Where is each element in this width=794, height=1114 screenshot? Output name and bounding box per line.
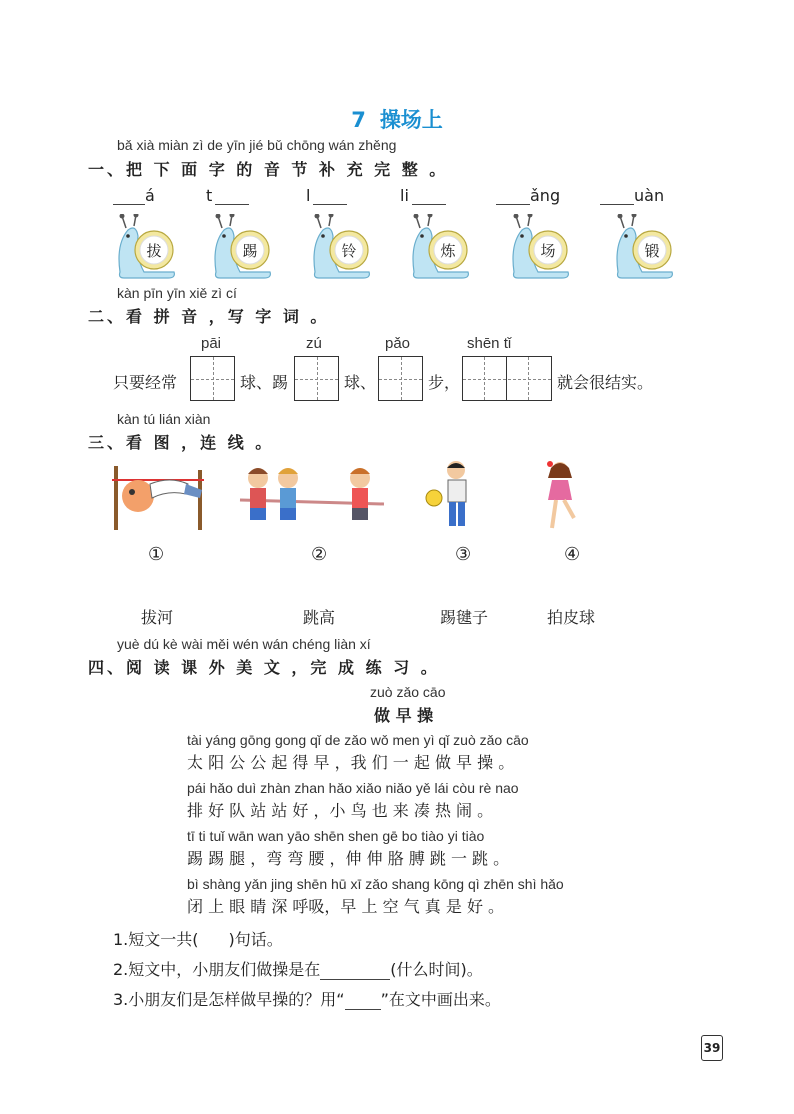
section3-heading: 三、看 图 ，连 线 。 [88,433,275,452]
write-box-pao[interactable] [378,356,423,401]
poem-line2: 排 好 队 站 站 好 ，小 鸟 也 来 凑 热 闹 。 [187,801,494,820]
picture-number-1: ① [148,544,165,565]
question-3: 3.小朋友们是怎样做早操的？用“ ”在文中画出来。 [113,990,501,1009]
page-number: 39 [701,1035,723,1061]
poem-line1-pinyin: tài yáng gōng gong qǐ de zǎo wǒ men yì qǐ zuò zǎo cāo [187,732,529,748]
bounce-ball-picture [420,460,480,534]
section1-pinyin: bǎ xià miàn zì de yīn jié bǔ chōng wán zhěng [117,137,397,153]
snail-icon [508,214,570,282]
word-tiaogao[interactable]: 跳高 [303,608,336,627]
poem-line4: 闭 上 眼 睛 深 呼吸，早 上 空 气 真 是 好 。 [187,897,505,916]
snail-character-1 [114,214,176,286]
poem-line3-pinyin: tī ti tuǐ wān wan yāo shēn shen gē bo tiào yi tiào [187,828,485,844]
prompt-pai: pāi [201,335,222,352]
sentence-part4: 步， [428,373,461,392]
blank-item-4: li [400,186,446,205]
poem-line4-pinyin: bì shàng yǎn jing shēn hū xī zǎo shang kōng qì zhēn shì hǎo [187,876,564,892]
section4-heading: 四、阅 读 课 外 美 文 ，完 成 练 习 。 [88,658,440,677]
snail-character: 拔 [146,242,162,260]
prompt-pao: pǎo [385,335,411,352]
snail-icon [114,214,176,282]
section2-heading: 二、看 拼 音 ，写 字 词 。 [88,307,330,326]
snail-character-6 [612,214,674,286]
snail-character-5 [508,214,570,286]
snail-character: 铃 [341,242,357,260]
blank-item-1: á [113,186,155,205]
question-2: 2.短文中，小朋友们做操是在 (什么时间)。 [113,960,483,979]
section3-pinyin: kàn tú lián xiàn [117,411,211,427]
poem-line3: 踢 踢 腿 ，弯 弯 腰 ，伸 伸 胳 膊 跳 一 跳 。 [187,849,510,868]
write-box-pai[interactable] [190,356,235,401]
question-1: 1.短文一共( )句话。 [113,930,283,949]
shuttlecock-picture [538,458,582,534]
prompt-shenti: shēn tǐ [467,335,512,352]
snail-icon [408,214,470,282]
section2-pinyin: kàn pīn yīn xiě zì cí [117,285,237,301]
page-title [0,104,794,134]
snail-character-3 [309,214,371,286]
lesson-title: 操场上 [379,108,443,132]
answer-blank-time[interactable] [320,965,390,980]
poem-line2-pinyin: pái hǎo duì zhàn zhan hǎo xiǎo niǎo yě lái còu rè nao [187,780,519,796]
prompt-zu: zú [306,335,322,352]
write-box-zu[interactable] [294,356,339,401]
poem-title-pinyin: zuò zǎo cāo [370,684,446,700]
picture-number-3: ③ [455,544,472,565]
snail-icon [612,214,674,282]
lesson-number: 7 [351,108,366,132]
section1-heading: 一、把 下 面 字 的 音 节 补 充 完 整 。 [88,160,449,179]
write-box-shenti[interactable] [462,356,552,401]
snail-character: 踢 [242,242,258,260]
picture-number-2: ② [311,544,328,565]
snail-icon [210,214,272,282]
snail-character: 锻 [644,242,660,260]
sentence-part3: 球、 [344,373,377,392]
word-tijianzi[interactable]: 踢毽子 [440,608,489,627]
high-jump-picture [110,458,210,532]
word-bahe[interactable]: 拔河 [141,608,174,627]
picture-number-4: ④ [564,544,581,565]
section4-pinyin: yuè dú kè wài měi wén wán chéng liàn xí [117,636,371,652]
blank-item-2: t [206,186,249,205]
tug-of-war-picture [236,460,388,530]
snail-icon [309,214,371,282]
word-paipiqiu[interactable]: 拍皮球 [547,608,596,627]
snail-character: 炼 [440,242,456,260]
snail-character-2 [210,214,272,286]
blank-item-5: ǎng [496,186,560,205]
blank-item-3: l [306,186,347,205]
sentence-part5: 就会很结实。 [557,373,654,392]
blank-item-6: uàn [600,186,664,205]
snail-character: 场 [540,242,556,260]
sentence-part1: 只要经常 [113,373,178,392]
poem-line1: 太 阳 公 公 起 得 早 ，我 们 一 起 做 早 操 。 [187,753,515,772]
sentence-part2: 球、踢 [240,373,289,392]
poem-title: 做 早 操 [374,706,434,725]
snail-character-4 [408,214,470,286]
